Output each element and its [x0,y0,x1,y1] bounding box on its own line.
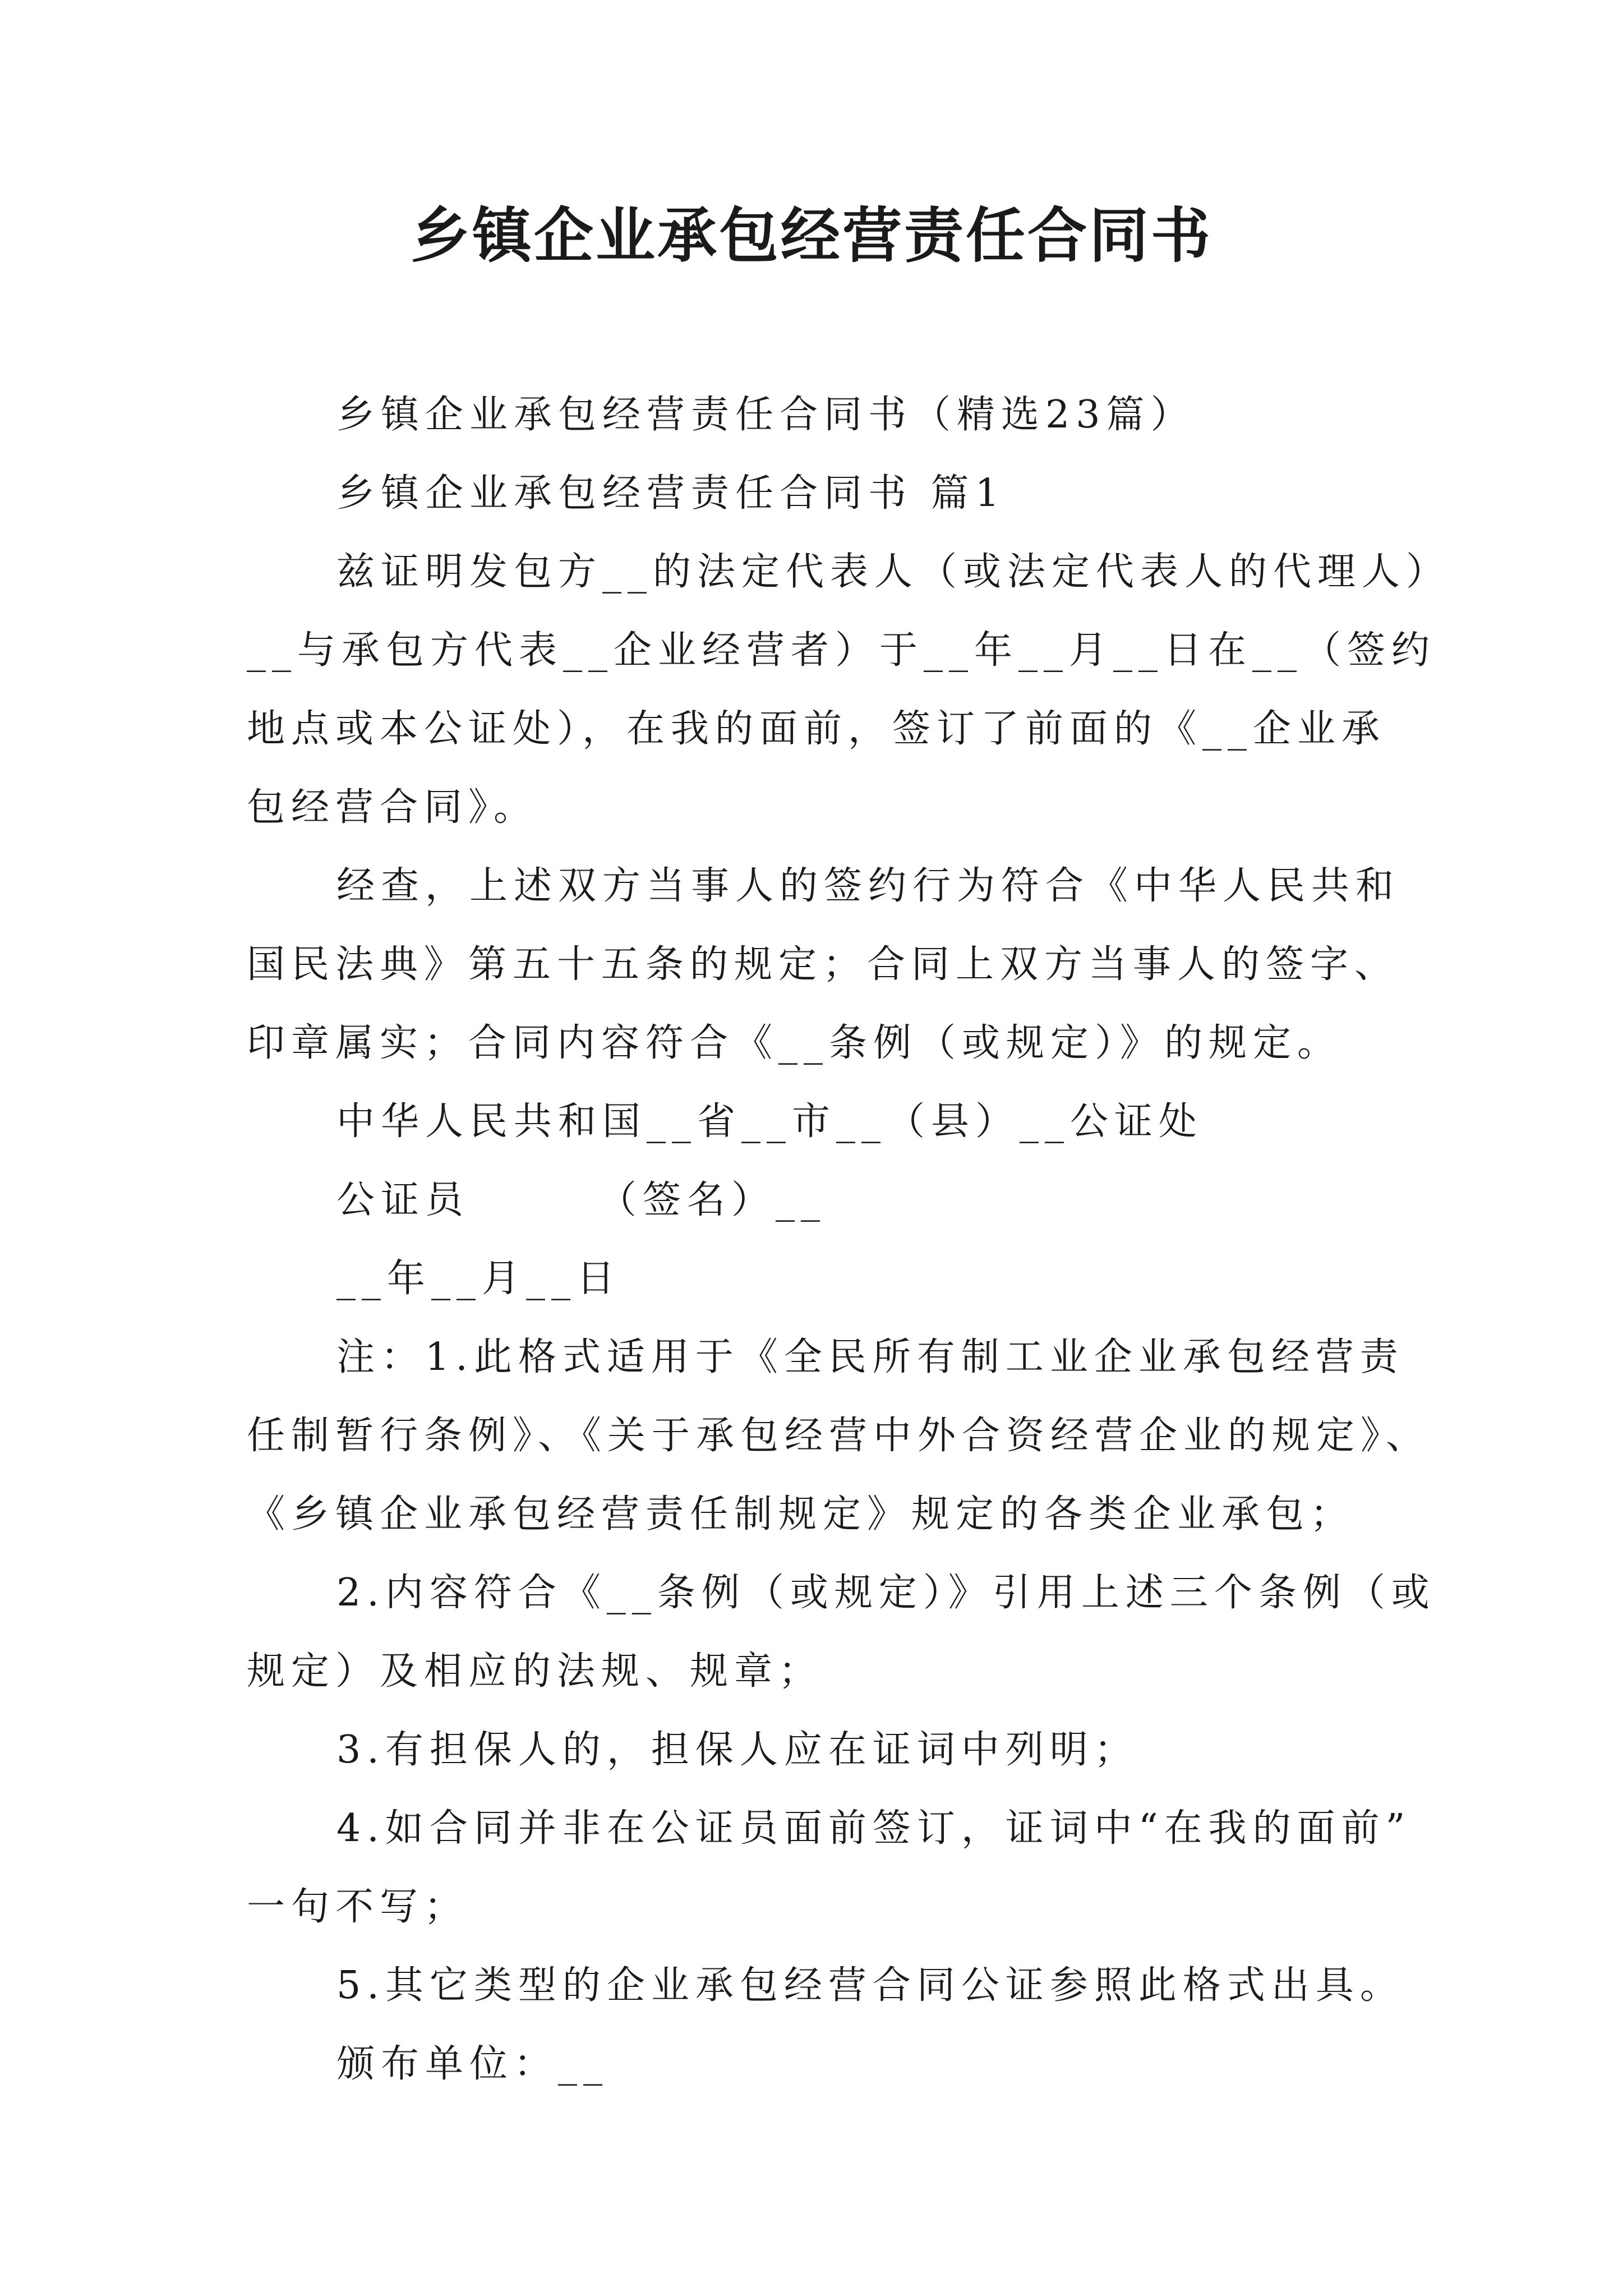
note-line: 4.如合同并非在公证员面前签订，证词中“在我的面前” [336,1806,1412,1851]
paragraph-line: 兹证明发包方__的法定代表人（或法定代表人的代理人） [336,550,1451,594]
note-line: 注：1.此格式适用于《全民所有制工业企业承包经营责 [336,1335,1404,1379]
note-line: 3.有担保人的，担保人应在证词中列明； [336,1728,1138,1772]
paragraph-line: 经查，上述双方当事人的签约行为符合《中华人民共和 [336,864,1400,908]
issuing-unit-line: 颁布单位：__ [336,2042,609,2086]
section-heading: 乡镇企业承包经营责任合同书 篇1 [336,471,1006,516]
note-line: 任制暂行条例》、《关于承包经营中外合资经营企业的规定》、 [247,1414,1431,1458]
paragraph-line: 包经营合同》。 [247,785,538,830]
notary-label: 公证员 [336,1178,470,1222]
note-line: 《乡镇企业承包经营责任制规定》规定的各类企业承包； [247,1492,1355,1536]
note-line: 规定）及相应的法规、规章； [247,1649,823,1694]
paragraph-line: 国民法典》第五十五条的规定；合同上双方当事人的签字、 [247,942,1399,987]
paragraph-line: 印章属实；合同内容符合《__条例（或规定）》的规定。 [247,1021,1342,1065]
note-line: 2.内容符合《__条例（或规定）》引用上述三个条例（或 [336,1571,1436,1615]
note-line: 5.其它类型的企业承包经营合同公证参照此格式出具。 [336,1963,1404,2008]
document-title: 乡镇企业承包经营责任合同书 [411,200,1212,270]
paragraph-line: __与承包方代表__企业经营者）于__年__月__日在__（签约 [247,628,1436,673]
paragraph-line: 地点或本公证处），在我的面前，签订了前面的《__企业承 [247,707,1386,751]
signature-field: （签名）__ [598,1178,827,1222]
date-line: __年__月__日 [336,1257,621,1301]
subtitle-line: 乡镇企业承包经营责任合同书（精选23篇） [336,393,1195,437]
notary-office-line: 中华人民共和国__省__市__（县）__公证处 [336,1099,1204,1144]
notary-signature-line [336,1172,1514,1228]
note-line: 一句不写； [247,1885,469,1929]
